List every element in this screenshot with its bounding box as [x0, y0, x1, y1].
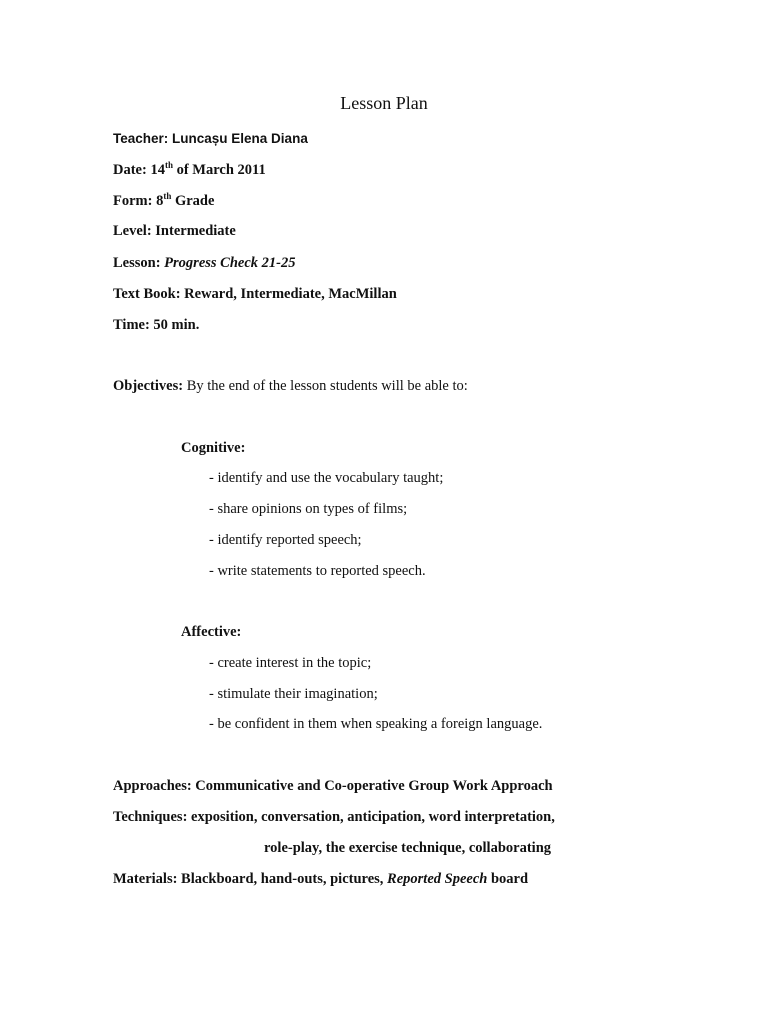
- textbook-label: Text Book:: [113, 286, 181, 302]
- objectives-intro: By the end of the lesson students will be able to:: [186, 378, 468, 394]
- date-rest: of March 2011: [176, 162, 266, 178]
- approaches-line: Approaches: Communicative and Co-operative Group Work Approach: [113, 778, 553, 794]
- date-day: 14: [150, 162, 165, 178]
- date-line: [113, 161, 266, 179]
- textbook-value: Reward, Intermediate, MacMillan: [184, 286, 397, 302]
- affective-item: - be confident in them when speaking a foreign language.: [209, 716, 543, 732]
- materials-suffix: board: [490, 871, 529, 887]
- date-label: Date:: [113, 162, 147, 178]
- cognitive-item: - identify and use the vocabulary taught;: [209, 470, 444, 486]
- affective-heading: Affective:: [181, 624, 242, 640]
- teacher-label: Teacher: [113, 131, 164, 146]
- time-line: [113, 316, 199, 334]
- objectives-line: [113, 377, 468, 395]
- date-day-suffix: th: [164, 160, 173, 171]
- techniques-line: Techniques: exposition, conversation, anticipation, word interpretation,: [113, 809, 555, 825]
- form-line: [113, 192, 214, 210]
- form-label: Form:: [113, 193, 153, 209]
- page-title: Lesson Plan: [340, 93, 428, 113]
- objectives-label: Objectives:: [113, 378, 184, 394]
- cognitive-item: - share opinions on types of films;: [209, 501, 408, 517]
- form-num: 8: [156, 193, 164, 209]
- materials-italic: Reported Speech: [387, 871, 488, 887]
- cognitive-item: - write statements to reported speech.: [209, 563, 426, 579]
- lesson-line: [113, 254, 295, 272]
- form-num-suffix: th: [163, 191, 172, 202]
- materials-prefix: Materials: Blackboard, hand-outs, pictures,: [113, 871, 384, 887]
- lesson-label: Lesson:: [113, 255, 161, 271]
- techniques-continuation: role-play, the exercise technique, collaborating: [264, 840, 552, 856]
- level-value: Intermediate: [155, 223, 236, 239]
- cognitive-item: - identify reported speech;: [209, 532, 362, 548]
- level-label: Level:: [113, 223, 152, 239]
- cognitive-heading: Cognitive:: [181, 440, 246, 456]
- teacher-value: Luncașu Elena Diana: [172, 131, 308, 146]
- form-rest: Grade: [174, 193, 215, 209]
- lesson-value: Progress Check 21-25: [164, 255, 296, 271]
- level-line: [113, 222, 236, 240]
- textbook-line: [113, 285, 397, 303]
- materials-line: [113, 870, 528, 888]
- affective-item: - stimulate their imagination;: [209, 686, 378, 702]
- teacher-line: Teacher: Luncașu Elena Diana: [113, 131, 308, 146]
- time-label: Time:: [113, 317, 150, 333]
- affective-item: - create interest in the topic;: [209, 655, 372, 671]
- time-value: 50 min.: [153, 317, 200, 333]
